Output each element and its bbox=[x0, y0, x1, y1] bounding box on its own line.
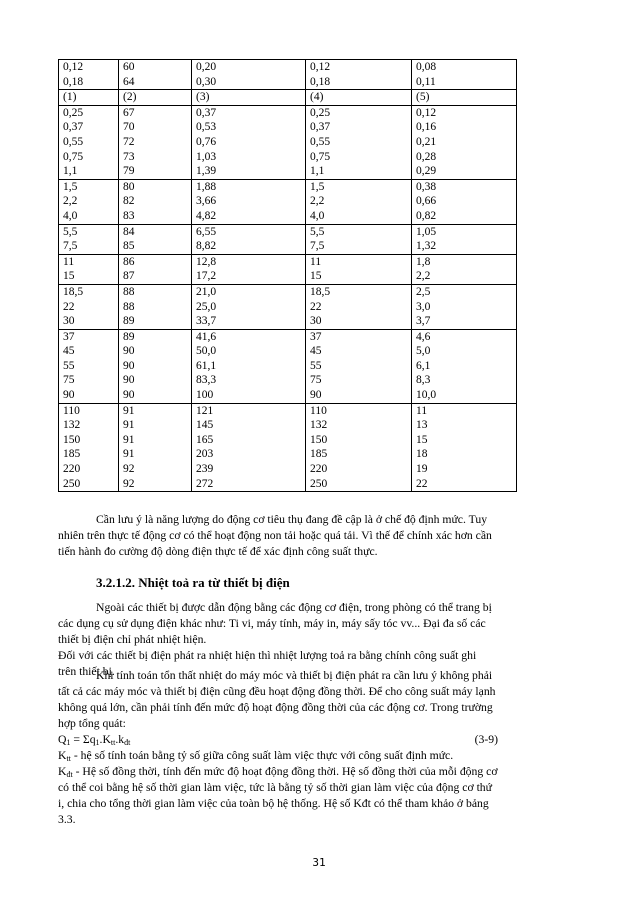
table-cell bbox=[192, 224, 306, 254]
cell-value: 37 bbox=[310, 330, 322, 343]
cell-value: 110 bbox=[63, 404, 80, 417]
cell-value: 185 bbox=[310, 448, 328, 461]
cell-value: 3,66 bbox=[196, 195, 217, 208]
cell-value: 1,8 bbox=[416, 255, 431, 268]
cell-value: 185 bbox=[63, 448, 81, 461]
cell-value: 11 bbox=[63, 255, 75, 268]
table-cell bbox=[59, 60, 119, 90]
cell-value: 0,66 bbox=[416, 195, 437, 208]
page-number: 31 bbox=[312, 856, 326, 869]
cell-value: 6,55 bbox=[196, 225, 217, 238]
table-row bbox=[59, 179, 517, 224]
cell-value: 30 bbox=[63, 315, 75, 328]
paragraph-line: không quá lớn, cần phải tính đến mức độ hoạt động đồng thời của các động cơ. Trong trường bbox=[58, 701, 493, 714]
table-cell bbox=[119, 105, 192, 179]
definition-kdt: $K_{đt}$ - Hệ số đồng thời, tính đến mức độ hoạt động đồng thời. Hệ số đồng thời của mỗi động cơ bbox=[58, 765, 498, 779]
cell-value: 86 bbox=[123, 255, 135, 268]
table-cell bbox=[119, 403, 192, 492]
cell-value: 73 bbox=[123, 150, 135, 163]
paragraph-line: tất cả các máy móc và thiết bị điện cũng đều hoạt động đồng thời. Để cho công suất máy lạnh bbox=[58, 685, 496, 698]
cell-value: 0,20 bbox=[196, 61, 217, 73]
cell-value: 92 bbox=[123, 463, 135, 476]
table-cell bbox=[192, 105, 306, 179]
cell-value: 250 bbox=[63, 477, 81, 490]
definitions bbox=[58, 748, 558, 828]
cell-value: 100 bbox=[196, 389, 214, 402]
formula-expression: $Q_1 = \Sigma q_1.K_{tt}.k_{đt}$ bbox=[58, 733, 131, 747]
cell-value: 75 bbox=[63, 374, 75, 387]
cell-value: 110 bbox=[310, 404, 327, 417]
cell-value: 90 bbox=[123, 374, 135, 387]
table-cell bbox=[412, 60, 517, 90]
cell-value: 84 bbox=[123, 225, 135, 238]
cell-value: 165 bbox=[196, 433, 214, 446]
cell-value: 121 bbox=[196, 404, 214, 417]
cell-value: 18 bbox=[416, 448, 428, 461]
cell-value: 55 bbox=[63, 359, 75, 372]
cell-value: 4,82 bbox=[196, 209, 217, 222]
table-row bbox=[59, 105, 517, 179]
table-row bbox=[59, 90, 517, 106]
cell-value: 1,03 bbox=[196, 150, 217, 163]
note-line: Cần lưu ý là năng lượng do động cơ tiêu thụ đang đề cập là ở chế độ định mức. Tuy bbox=[96, 513, 488, 526]
cell-value: 45 bbox=[310, 345, 322, 358]
cell-value: 33,7 bbox=[196, 315, 217, 328]
cell-value: 91 bbox=[123, 419, 135, 432]
table-row bbox=[59, 254, 517, 284]
cell-value: 45 bbox=[63, 345, 75, 358]
table-row bbox=[59, 329, 517, 403]
cell-value: 1,32 bbox=[416, 240, 437, 253]
paragraph-line: Khi tính toán tổn thất nhiệt do máy móc và thiết bị điện phát ra cần lưu ý không phải bbox=[96, 669, 493, 682]
cell-value: 239 bbox=[196, 463, 214, 476]
cell-value: 0,08 bbox=[416, 61, 437, 73]
cell-value: 88 bbox=[123, 300, 135, 313]
cell-value: 0,28 bbox=[416, 150, 437, 163]
cell-value: 90 bbox=[310, 389, 322, 402]
cell-value: 6,1 bbox=[416, 359, 431, 372]
cell-value: 37 bbox=[63, 330, 75, 343]
cell-value: 80 bbox=[123, 180, 135, 193]
cell-value: 4,0 bbox=[63, 209, 78, 222]
cell-value: 3,0 bbox=[416, 300, 431, 313]
cell-value: 22 bbox=[310, 300, 322, 313]
cell-value: 0,21 bbox=[416, 135, 437, 148]
table-cell bbox=[192, 179, 306, 224]
table-cell bbox=[306, 403, 412, 492]
cell-value: 1,39 bbox=[196, 165, 217, 178]
table-cell bbox=[119, 224, 192, 254]
table-cell bbox=[306, 179, 412, 224]
table-row bbox=[59, 60, 517, 90]
cell-value: 89 bbox=[123, 330, 135, 343]
table-cell bbox=[59, 403, 119, 492]
cell-value: 91 bbox=[123, 433, 135, 446]
cell-value: 25,0 bbox=[196, 300, 217, 313]
cell-value: 0,30 bbox=[196, 75, 217, 88]
table-cell bbox=[59, 105, 119, 179]
paragraph-line: thiết bị điện chỉ phát nhiệt hiện. bbox=[58, 633, 207, 646]
table-cell bbox=[192, 60, 306, 90]
cell-value: 12,8 bbox=[196, 255, 217, 268]
paragraph-line: trên thiết bị. bbox=[58, 665, 115, 678]
cell-value: 0,82 bbox=[416, 209, 437, 222]
cell-value: 91 bbox=[123, 404, 135, 417]
cell-value: (1) bbox=[63, 91, 77, 104]
cell-value: 75 bbox=[310, 374, 322, 387]
cell-value: 72 bbox=[123, 135, 135, 148]
cell-value: 90 bbox=[63, 389, 75, 402]
formula-number: (3-9) bbox=[474, 733, 498, 746]
cell-value: 0,55 bbox=[310, 135, 331, 148]
cell-value: 10,0 bbox=[416, 389, 437, 402]
paragraph-heat-loss bbox=[58, 668, 558, 732]
cell-value: 90 bbox=[123, 389, 135, 402]
cell-value: 0,53 bbox=[196, 121, 217, 134]
cell-value: 50,0 bbox=[196, 345, 217, 358]
paragraph-line: Ngoài các thiết bị được dẫn động bằng các động cơ điện, trong phòng có thể trang bị bbox=[96, 601, 492, 614]
table-cell bbox=[119, 284, 192, 329]
cell-value: 0,16 bbox=[416, 121, 437, 134]
paragraph-line: hợp tổng quát: bbox=[58, 717, 126, 730]
table-cell bbox=[59, 254, 119, 284]
table-cell bbox=[306, 105, 412, 179]
table-cell bbox=[119, 254, 192, 284]
cell-value: 0,25 bbox=[63, 106, 84, 119]
table-cell bbox=[412, 90, 517, 106]
cell-value: 17,2 bbox=[196, 270, 217, 283]
cell-value: 2,2 bbox=[310, 195, 325, 208]
cell-value: 0,37 bbox=[310, 121, 331, 134]
cell-value: 5,5 bbox=[63, 225, 78, 238]
cell-value: 90 bbox=[123, 345, 135, 358]
cell-value: 4,0 bbox=[310, 209, 325, 222]
cell-value: 0,37 bbox=[63, 121, 84, 134]
cell-value: 90 bbox=[123, 359, 135, 372]
cell-value: 11 bbox=[310, 255, 322, 268]
table-cell bbox=[306, 254, 412, 284]
cell-value: 150 bbox=[310, 433, 328, 446]
table-row bbox=[59, 403, 517, 492]
note-paragraph bbox=[58, 512, 558, 560]
table-cell bbox=[59, 179, 119, 224]
cell-value: 85 bbox=[123, 240, 135, 253]
table-cell bbox=[412, 179, 517, 224]
cell-value: 1,1 bbox=[310, 165, 325, 178]
cell-value: 0,75 bbox=[310, 150, 331, 163]
cell-value: 21,0 bbox=[196, 285, 217, 298]
cell-value: (5) bbox=[416, 91, 430, 104]
cell-value: 5,5 bbox=[310, 225, 325, 238]
cell-value: 1,05 bbox=[416, 225, 437, 238]
cell-value: 83,3 bbox=[196, 374, 217, 387]
cell-value: 132 bbox=[63, 419, 81, 432]
paragraph-line: các dụng cụ sử dụng điện khác như: Ti vi, máy tính, máy in, máy sấy tóc vv... Đại đa số các bbox=[58, 617, 486, 630]
cell-value: 1,5 bbox=[310, 180, 325, 193]
table-cell bbox=[59, 90, 119, 106]
table-cell bbox=[192, 254, 306, 284]
table-cell bbox=[192, 329, 306, 403]
cell-value: 22 bbox=[416, 477, 428, 490]
cell-value: 83 bbox=[123, 209, 135, 222]
cell-value: 18,5 bbox=[63, 285, 84, 298]
cell-value: 3,7 bbox=[416, 315, 431, 328]
cell-value: 64 bbox=[123, 75, 135, 88]
table-cell bbox=[412, 224, 517, 254]
cell-value: 7,5 bbox=[63, 240, 78, 253]
table-cell bbox=[119, 179, 192, 224]
cell-value: 0,18 bbox=[310, 75, 331, 88]
cell-value: 87 bbox=[123, 270, 135, 283]
table-cell bbox=[306, 329, 412, 403]
cell-value: 0,11 bbox=[416, 75, 436, 88]
cell-value: 70 bbox=[123, 121, 135, 134]
definition-line: 3.3. bbox=[58, 813, 76, 826]
motor-power-table bbox=[58, 59, 517, 492]
cell-value: 2,5 bbox=[416, 285, 431, 298]
cell-value: 0,25 bbox=[310, 106, 331, 119]
cell-value: 19 bbox=[416, 463, 428, 476]
paragraph-line: Đối với các thiết bị điện phát ra nhiệt hiện thì nhiệt lượng toả ra bằng chính công suất ghi bbox=[58, 649, 477, 662]
cell-value: 132 bbox=[310, 419, 328, 432]
cell-value: 8,3 bbox=[416, 374, 431, 387]
table-cell bbox=[119, 90, 192, 106]
cell-value: 13 bbox=[416, 419, 428, 432]
cell-value: 15 bbox=[416, 433, 428, 446]
cell-value: 4,6 bbox=[416, 330, 431, 343]
cell-value: 0,12 bbox=[63, 61, 84, 73]
cell-value: 79 bbox=[123, 165, 135, 178]
cell-value: 0,55 bbox=[63, 135, 84, 148]
cell-value: 41,6 bbox=[196, 330, 217, 343]
cell-value: 15 bbox=[310, 270, 322, 283]
cell-value: 250 bbox=[310, 477, 328, 490]
cell-value: 11 bbox=[416, 404, 428, 417]
cell-value: 1,5 bbox=[63, 180, 78, 193]
cell-value: 203 bbox=[196, 448, 214, 461]
cell-value: 0,76 bbox=[196, 135, 217, 148]
cell-value: 0,29 bbox=[416, 165, 437, 178]
table-cell bbox=[119, 60, 192, 90]
cell-value: 0,37 bbox=[196, 106, 217, 119]
cell-value: 8,82 bbox=[196, 240, 217, 253]
definition-ktt: $K_{tt}$ - hệ số tính toán bằng tỷ số giữa công suất làm việc thực với công suất định mức. bbox=[58, 749, 454, 763]
table-cell bbox=[412, 254, 517, 284]
cell-value: 22 bbox=[63, 300, 75, 313]
cell-value: (4) bbox=[310, 91, 324, 104]
cell-value: 61,1 bbox=[196, 359, 217, 372]
table-cell bbox=[59, 284, 119, 329]
cell-value: 272 bbox=[196, 477, 214, 490]
cell-value: 2,2 bbox=[63, 195, 78, 208]
definition-line: i, chia cho tổng thời gian làm việc của toàn bộ hệ thống. Hệ số Kđt có thể tham khảo ở bảng bbox=[58, 797, 489, 810]
note-line: nhiên trên thực tế động cơ có thể hoạt động non tải hoặc quá tải. Vì thế để chính xác hơn cần bbox=[58, 529, 492, 542]
table-cell bbox=[306, 224, 412, 254]
cell-value: 92 bbox=[123, 477, 135, 490]
cell-value: 0,12 bbox=[416, 106, 437, 119]
table-cell bbox=[192, 284, 306, 329]
table-row bbox=[59, 284, 517, 329]
table-cell bbox=[59, 224, 119, 254]
cell-value: 15 bbox=[63, 270, 75, 283]
cell-value: 145 bbox=[196, 419, 214, 432]
cell-value: 2,2 bbox=[416, 270, 431, 283]
cell-value: 0,18 bbox=[63, 75, 84, 88]
cell-value: 220 bbox=[310, 463, 328, 476]
table-cell bbox=[306, 284, 412, 329]
cell-value: 7,5 bbox=[310, 240, 325, 253]
cell-value: (2) bbox=[123, 91, 137, 104]
cell-value: 1,1 bbox=[63, 165, 78, 178]
table-cell bbox=[412, 105, 517, 179]
cell-value: (3) bbox=[196, 91, 210, 104]
table-cell bbox=[192, 403, 306, 492]
formula-3-9 bbox=[58, 732, 538, 748]
cell-value: 89 bbox=[123, 315, 135, 328]
section-heading: 3.2.1.2. Nhiệt toả ra từ thiết bị điện bbox=[96, 575, 290, 590]
cell-value: 1,88 bbox=[196, 180, 217, 193]
table-cell bbox=[306, 60, 412, 90]
cell-value: 67 bbox=[123, 106, 135, 119]
table-cell bbox=[119, 329, 192, 403]
cell-value: 150 bbox=[63, 433, 81, 446]
cell-value: 88 bbox=[123, 285, 135, 298]
table-cell bbox=[412, 403, 517, 492]
cell-value: 5,0 bbox=[416, 345, 431, 358]
table-cell bbox=[412, 284, 517, 329]
cell-value: 0,12 bbox=[310, 61, 331, 73]
cell-value: 60 bbox=[123, 61, 135, 73]
table-cell bbox=[192, 90, 306, 106]
definition-line: có thể coi bằng hệ số thời gian làm việc, tức là bằng tỷ số thời gian làm việc của động cơ thứ bbox=[58, 781, 492, 794]
table-row bbox=[59, 224, 517, 254]
cell-value: 30 bbox=[310, 315, 322, 328]
table-cell bbox=[59, 329, 119, 403]
cell-value: 0,38 bbox=[416, 180, 437, 193]
cell-value: 82 bbox=[123, 195, 135, 208]
table-cell bbox=[412, 329, 517, 403]
cell-value: 55 bbox=[310, 359, 322, 372]
cell-value: 0,75 bbox=[63, 150, 84, 163]
table-cell bbox=[306, 90, 412, 106]
cell-value: 18,5 bbox=[310, 285, 331, 298]
cell-value: 91 bbox=[123, 448, 135, 461]
note-line: tiến hành đo cường độ dòng điện thực tế để xác định công suất thực. bbox=[58, 545, 378, 558]
cell-value: 220 bbox=[63, 463, 81, 476]
